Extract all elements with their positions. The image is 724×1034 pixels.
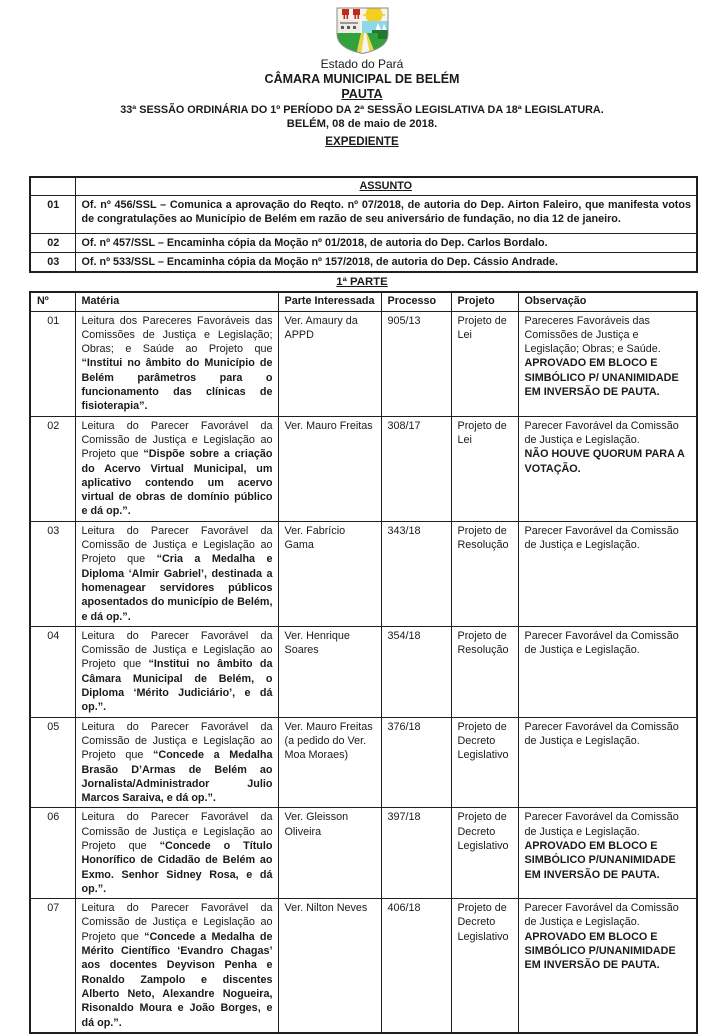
parte-cell: Ver. Fabrício Gama <box>278 521 381 626</box>
materia-text: Leitura do Parecer Favorável da Comissão de Justiça e Legislação ao Projeto que <box>81 524 273 566</box>
projeto-cell: Projeto de Decreto Legislativo <box>451 899 518 1033</box>
row-number: 03 <box>30 252 75 272</box>
row-number: 02 <box>30 233 75 252</box>
obs-result: APROVADO EM BLOCO E SIMBÓLICO P/ UNANIMIDADE EM INVERSÃO DE PAUTA. <box>524 357 679 399</box>
obs-cell <box>518 416 697 521</box>
projeto-cell: Projeto de Decreto Legislativo <box>451 717 518 808</box>
num-cell: 02 <box>30 416 75 521</box>
obs-text: Pareceres Favoráveis das Comissões de Justiça e Legislação; Obras; e Saúde. <box>524 314 661 356</box>
materia-cell <box>75 808 278 899</box>
assunto-header-label: ASSUNTO <box>359 180 413 192</box>
materia-text: Leitura do Parecer Favorável da Comissão de Justiça e Legislação ao Projeto que <box>81 629 273 671</box>
obs-text: Parecer Favorável da Comissão de Justiça e Legislação. <box>524 902 679 929</box>
projeto-cell: Projeto de Lei <box>451 416 518 521</box>
obs-result: APROVADO EM BLOCO E SIMBÓLICO P/UNANIMIDADE EM INVERSÃO DE PAUTA. <box>524 839 676 881</box>
obs-text: Parecer Favorável da Comissão de Justiça e Legislação. <box>524 419 679 446</box>
obs-cell <box>518 626 697 717</box>
obs-cell <box>518 717 697 808</box>
assunto-row <box>30 233 697 252</box>
session-line: 33ª SESSÃO ORDINÁRIA DO 1º PERÍODO DA 2ª SESSÃO LEGISLATIVA DA 18ª LEGISLATURA. <box>120 104 604 116</box>
parte-cell: Ver. Mauro Freitas <box>278 416 381 521</box>
processo-cell: 397/18 <box>381 808 451 899</box>
num-cell: 01 <box>30 311 75 416</box>
assunto-table <box>29 176 698 273</box>
materia-text: Leitura do Parecer Favorável da Comissão de Justiça e Legislação ao Projeto que <box>81 419 273 461</box>
obs-result: NÃO HOUVE QUORUM PARA A VOTAÇÃO. <box>524 448 685 475</box>
table-row <box>30 311 697 416</box>
parte-cell: Ver. Nilton Neves <box>278 899 381 1033</box>
num-cell: 07 <box>30 899 75 1033</box>
parte-title: 1ª PARTE <box>336 276 388 289</box>
materia-cell <box>75 626 278 717</box>
table-row <box>30 717 697 808</box>
parte-cell: Ver. Amaury da APPD <box>278 311 381 416</box>
table-row <box>30 626 697 717</box>
projeto-cell: Projeto de Resolução <box>451 626 518 717</box>
assunto-header-row <box>30 177 697 195</box>
materia-text: Leitura do Parecer Favorável da Comissão de Justiça e Legislação ao Projeto que <box>81 902 273 943</box>
col-header-materia: Matéria <box>75 292 278 311</box>
obs-cell <box>518 899 697 1033</box>
assunto-header-cell <box>75 177 697 195</box>
projeto-cell: Projeto de Decreto Legislativo <box>451 808 518 899</box>
materia-quote: “Concede o Título Honorífico de Cidadão de Belém ao Exmo. Senhor Sidney Rosa, e dá op.”. <box>81 839 273 895</box>
processo-cell: 308/17 <box>381 416 451 521</box>
projeto-cell: Projeto de Lei <box>451 311 518 416</box>
table-row <box>30 416 697 521</box>
parte-cell: Ver. Henrique Soares <box>278 626 381 717</box>
projeto-cell: Projeto de Resolução <box>451 521 518 626</box>
belem-coat-of-arms-icon <box>334 6 391 55</box>
materia-quote: “Cria a Medalha e Diploma ‘Almir Gabriel’, destinada a homenagear servidores públicos aposentados do município de Belém, e dá op.”. <box>81 553 273 623</box>
org-name: CÂMARA MUNICIPAL DE BELÉM <box>264 72 460 86</box>
col-header-obs: Observação <box>518 292 697 311</box>
obs-cell <box>518 521 697 626</box>
parte-cell: Ver. Gleisson Oliveira <box>278 808 381 899</box>
row-text: Of. nº 456/SSL – Comunica a aprovação do Reqto. nº 07/2018, de autoria do Dep. Airton Faleiro, que manifesta votos de congratulações ao Município de Belém em razão de seu aniversário de fundação, no dia 12 de janeiro. <box>75 195 697 233</box>
row-number: 01 <box>30 195 75 233</box>
materia-quote: “Institui no âmbito do Município de Belém parâmetros para o funcionamento das clínicas de fisioterapia”. <box>81 357 273 413</box>
section-title: EXPEDIENTE <box>325 135 399 148</box>
table-row <box>30 808 697 899</box>
obs-text: Parecer Favorável da Comissão de Justiça e Legislação. <box>524 524 679 552</box>
num-cell: 03 <box>30 521 75 626</box>
document-header <box>0 0 724 149</box>
col-header-parte: Parte Interessada <box>278 292 381 311</box>
materia-cell <box>75 899 278 1033</box>
state-name: Estado do Pará <box>320 57 404 71</box>
row-text: Of. nº 533/SSL – Encaminha cópia da Moção nº 157/2018, de autoria do Dep. Cássio Andrade. <box>75 252 697 272</box>
materia-quote: “Concede a Medalha de Mérito Científico ‘Evandro Chagas’ aos docentes Deyvison Penha e Ronaldo Zampolo e discentes Alberto Neto, Alexandre Nogueira, Risonaldo Moura e João Borges, e dá op.”. <box>81 930 273 1029</box>
obs-text: Parecer Favorável da Comissão de Justiça e Legislação. <box>524 720 679 747</box>
row-text: Of. nº 457/SSL – Encaminha cópia da Moção nº 01/2018, de autoria do Dep. Carlos Bordalo. <box>75 233 697 252</box>
materia-quote: “Dispõe sobre a criação do Acervo Virtual Municipal, um aplicativo contendo um acervo virtual de obras de domínio público e dá op.”. <box>81 448 273 518</box>
table-row <box>30 521 697 626</box>
agenda-header-row <box>30 292 697 311</box>
parte-cell: Ver. Mauro Freitas (a pedido do Ver. Moa Moraes) <box>278 717 381 808</box>
col-header-processo: Processo <box>381 292 451 311</box>
processo-cell: 406/18 <box>381 899 451 1033</box>
agenda-table <box>29 291 698 1034</box>
processo-cell: 376/18 <box>381 717 451 808</box>
num-cell: 05 <box>30 717 75 808</box>
col-header-num: Nº <box>30 292 75 311</box>
materia-quote: “Institui no âmbito da Câmara Municipal de Belém, o Diploma ‘Mérito Judiciário’, e dá op.”. <box>81 658 273 714</box>
date-line: BELÉM, 08 de maio de 2018. <box>286 118 438 130</box>
assunto-header-empty-cell <box>30 177 75 195</box>
doc-title: PAUTA <box>341 87 383 101</box>
processo-cell: 343/18 <box>381 521 451 626</box>
materia-quote: “Concede a Medalha Brasão D’Armas de Belém ao Jornalista/Administrador Julio Marcos Saraiva, e dá op.”. <box>81 749 273 805</box>
assunto-row <box>30 252 697 272</box>
materia-text: Leitura do Parecer Favorável da Comissão de Justiça e Legislação ao Projeto que <box>81 811 273 852</box>
processo-cell: 354/18 <box>381 626 451 717</box>
materia-cell <box>75 521 278 626</box>
table-row <box>30 899 697 1033</box>
obs-cell <box>518 311 697 416</box>
materia-cell <box>75 311 278 416</box>
obs-text: Parecer Favorável da Comissão de Justiça e Legislação. <box>524 629 679 657</box>
col-header-projeto: Projeto <box>451 292 518 311</box>
assunto-row <box>30 195 697 233</box>
obs-text: Parecer Favorável da Comissão de Justiça e Legislação. <box>524 811 679 838</box>
materia-text: Leitura do Parecer Favorável da Comissão de Justiça e Legislação ao Projeto que <box>81 720 273 762</box>
processo-cell: 905/13 <box>381 311 451 416</box>
obs-result: APROVADO EM BLOCO E SIMBÓLICO P/UNANIMIDADE EM INVERSÃO DE PAUTA. <box>524 930 676 972</box>
materia-cell <box>75 717 278 808</box>
num-cell: 06 <box>30 808 75 899</box>
num-cell: 04 <box>30 626 75 717</box>
obs-cell <box>518 808 697 899</box>
materia-cell <box>75 416 278 521</box>
materia-text: Leitura dos Pareceres Favoráveis das Comissões de Justiça e Legislação; Obras; e Saúde ao Projeto que <box>81 314 273 356</box>
